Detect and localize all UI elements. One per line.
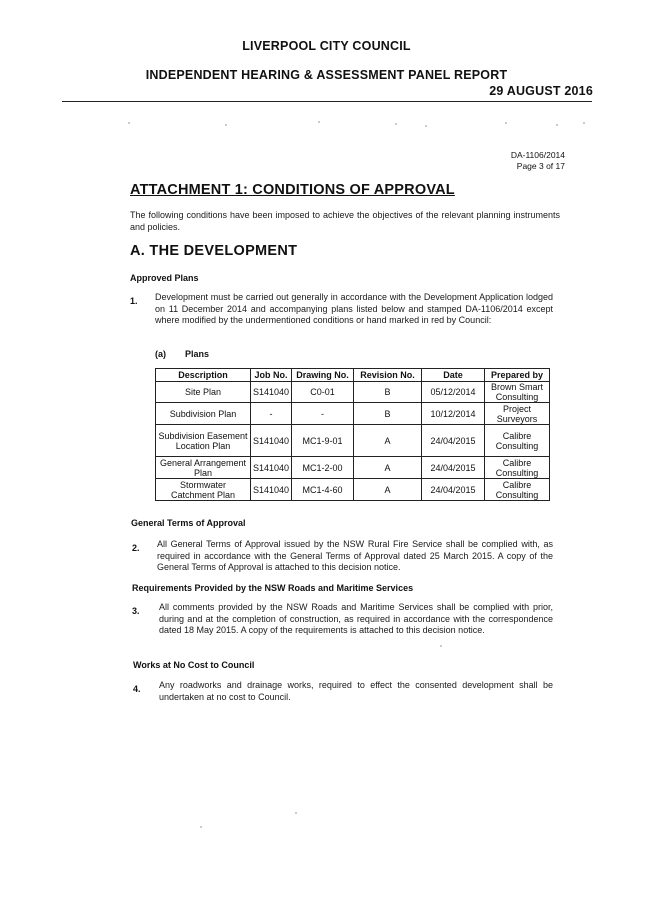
condition-number: 3. xyxy=(132,606,140,616)
approved-plans-heading: Approved Plans xyxy=(130,273,199,283)
table-cell: Subdivision Plan xyxy=(156,403,251,425)
table-row xyxy=(156,403,550,425)
table-cell: B xyxy=(354,403,422,425)
column-header: Date xyxy=(422,369,485,382)
table-cell: - xyxy=(251,403,292,425)
table-cell: C0-01 xyxy=(292,382,354,403)
column-header: Description xyxy=(156,369,251,382)
report-title: INDEPENDENT HEARING & ASSESSMENT PANEL REPORT xyxy=(145,68,508,82)
table-cell: Calibre Consulting xyxy=(485,457,550,479)
table-row xyxy=(156,457,550,479)
condition-text: All General Terms of Approval issued by the NSW Rural Fire Service shall be complied with, as required in accordance with the General Terms of Approval dated 25 March 2015. A copy of the General Terms of Approval is attached to this decision notice. xyxy=(157,539,553,572)
column-header: Revision No. xyxy=(354,369,422,382)
table-cell: Site Plan xyxy=(156,382,251,403)
table-cell: A xyxy=(354,425,422,457)
table-cell: 05/12/2014 xyxy=(422,382,485,403)
header-rule xyxy=(62,101,592,102)
sub-label: (a) xyxy=(155,349,166,359)
table-header-row xyxy=(156,369,550,382)
table-row xyxy=(156,382,550,403)
condition-text: All comments provided by the NSW Roads and Maritime Services shall be complied with prior, during and at the completion of construction, as required in accordance with the correspondence dated 18 May 2015. A copy of the requirements is attached to this decision notice. xyxy=(159,602,553,635)
table-cell: Brown Smart Consulting xyxy=(485,382,550,403)
column-header: Drawing No. xyxy=(292,369,354,382)
section-heading: A. THE DEVELOPMENT xyxy=(130,243,298,259)
table-cell: A xyxy=(354,457,422,479)
table-row xyxy=(156,479,550,501)
table-row xyxy=(156,425,550,457)
table-cell: General Arrangement Plan xyxy=(156,457,251,479)
report-date: 29 AUGUST 2016 xyxy=(489,84,593,98)
table-cell: Subdivision Easement Location Plan xyxy=(156,425,251,457)
table-cell: 24/04/2015 xyxy=(422,457,485,479)
condition-text: Development must be carried out generally in accordance with the Development Application lodged on 11 December 2014 and accompanying plans listed below and stamped DA-1106/2014 except where modified by the undermentioned conditions or hand marked in red by Council: xyxy=(155,292,553,325)
attachment-title: ATTACHMENT 1: CONDITIONS OF APPROVAL xyxy=(130,182,455,198)
table-cell: S141040 xyxy=(251,382,292,403)
table-cell: Calibre Consulting xyxy=(485,425,550,457)
sub-title: Plans xyxy=(185,349,210,359)
roads-maritime-heading: Requirements Provided by the NSW Roads and Maritime Services xyxy=(132,583,414,593)
table-cell: 24/04/2015 xyxy=(422,425,485,457)
condition-number: 1. xyxy=(130,296,138,306)
table-cell: Calibre Consulting xyxy=(485,479,550,501)
table-cell: Stormwater Catchment Plan xyxy=(156,479,251,501)
table-cell: - xyxy=(292,403,354,425)
table-cell: B xyxy=(354,382,422,403)
table-cell: S141040 xyxy=(251,457,292,479)
page-number: Page 3 of 17 xyxy=(516,161,565,171)
condition-text: Any roadworks and drainage works, required to effect the consented development shall be undertaken at no cost to Council. xyxy=(159,680,553,702)
intro-paragraph: The following conditions have been imposed to achieve the objectives of the relevant planning instruments and policies. xyxy=(130,210,560,232)
table-cell: MC1-9-01 xyxy=(292,425,354,457)
da-number: DA-1106/2014 xyxy=(510,150,565,160)
table-cell: MC1-2-00 xyxy=(292,457,354,479)
table-cell: S141040 xyxy=(251,425,292,457)
plans-table xyxy=(155,368,550,501)
table-cell: MC1-4-60 xyxy=(292,479,354,501)
document-reference xyxy=(511,150,565,172)
column-header: Job No. xyxy=(251,369,292,382)
column-header: Prepared by xyxy=(485,369,550,382)
council-name: LIVERPOOL CITY COUNCIL xyxy=(242,39,411,53)
table-cell: A xyxy=(354,479,422,501)
table-cell: Project Surveyors xyxy=(485,403,550,425)
table-cell: S141040 xyxy=(251,479,292,501)
no-cost-heading: Works at No Cost to Council xyxy=(133,660,255,670)
general-terms-heading: General Terms of Approval xyxy=(131,518,246,528)
table-cell: 10/12/2014 xyxy=(422,403,485,425)
condition-number: 4. xyxy=(133,684,141,694)
condition-number: 2. xyxy=(132,543,140,553)
table-cell: 24/04/2015 xyxy=(422,479,485,501)
